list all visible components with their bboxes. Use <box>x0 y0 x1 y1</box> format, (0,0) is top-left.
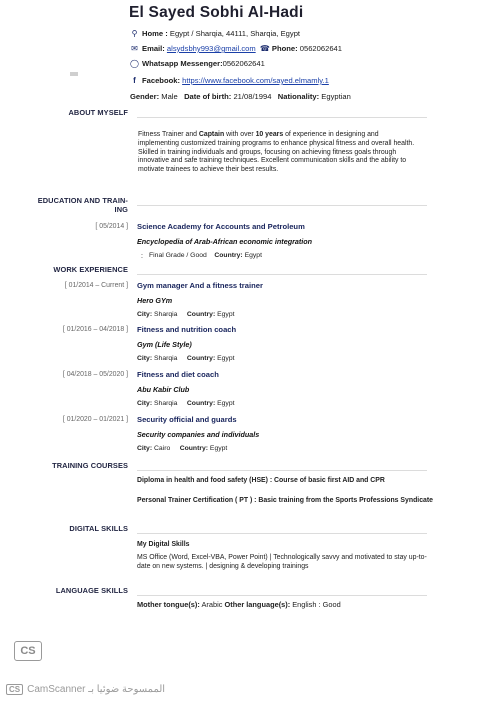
section-divider <box>137 470 427 471</box>
facebook-line <box>130 76 329 86</box>
job-date: [ 04/2018 – 05/2020 ] <box>62 371 128 378</box>
job-location: City: Sharqia Country: Egypt <box>137 311 235 318</box>
section-divider <box>137 117 427 118</box>
gender-value: Male <box>161 92 178 101</box>
job-title: Fitness and nutrition coach <box>137 325 237 334</box>
dob-value: 21/08/1994 <box>233 92 272 101</box>
about-text: Fitness Trainer and Captain with over 10 years of experience in designing and implementing customized training programs to enhance physical fitness and overall health. Skilled in training individuals and groups, focusing on achieving fitness goals through innovative and safe training techniques. Excellent communication skills and the ability to motivate trainees to achieve their best results. <box>138 131 415 174</box>
whatsapp-icon: ◯ <box>130 59 139 68</box>
training-course: Diploma in health and food safety (HSE) : Course of basic first AID and CPR <box>137 477 385 484</box>
personal-info-line <box>130 92 351 102</box>
section-divider <box>137 595 427 596</box>
email-phone-line <box>130 44 342 54</box>
facebook-icon: f <box>133 76 136 85</box>
job-title: Gym manager And a fitness trainer <box>137 281 263 290</box>
email-link[interactable]: alsydsbhy993@gmail.com <box>166 44 256 53</box>
section-divider <box>137 533 427 534</box>
job-date: [ 01/2016 – 04/2018 ] <box>62 326 128 333</box>
dob-label: Date of birth: <box>184 92 232 101</box>
nationality-label: Nationality: <box>277 92 320 101</box>
work-section-title: WORK EXPERIENCE <box>53 265 128 274</box>
job-organization: Abu Kabir Club <box>137 385 190 394</box>
location-pin-icon: ⚲ <box>131 29 138 38</box>
job-date: [ 01/2014 – Current ] <box>64 282 128 289</box>
home-value: Egypt / Sharqia, 44111, Sharqia, Egypt <box>169 29 301 38</box>
nationality-value: Egyptian <box>321 92 351 101</box>
education-program: Encyclopedia of Arab-African economic integration <box>137 237 313 246</box>
job-title: Security official and guards <box>137 415 237 424</box>
whatsapp-value: 0562062641 <box>222 59 265 68</box>
camscanner-badge-icon: CS <box>6 684 23 695</box>
bullet-dot: : <box>141 253 143 260</box>
job-organization: Gym (Life Style) <box>137 340 192 349</box>
job-date: [ 01/2020 – 01/2021 ] <box>62 416 128 423</box>
job-title: Fitness and diet coach <box>137 370 219 379</box>
training-section-title: TRAINING COURSES <box>52 461 128 470</box>
job-organization: Security companies and individuals <box>137 430 260 439</box>
section-divider <box>137 274 427 275</box>
camscanner-logo: CS <box>14 641 42 661</box>
section-divider <box>137 205 427 206</box>
job-location: City: Cairo Country: Egypt <box>137 445 228 452</box>
camscanner-watermark: CS CamScanner الممسوحة ضوئيا بـ <box>6 684 165 695</box>
about-section-title: ABOUT MYSELF <box>68 108 128 117</box>
phone-icon: ☎ <box>259 44 270 53</box>
gender-label: Gender: <box>130 92 160 101</box>
job-location: City: Sharqia Country: Egypt <box>137 355 235 362</box>
phone-label: Phone: <box>271 44 298 53</box>
photo-placeholder <box>70 72 78 76</box>
education-institution: Science Academy for Accounts and Petroleum <box>137 222 305 231</box>
job-location: City: Sharqia Country: Egypt <box>137 400 235 407</box>
whatsapp-label: Whatsapp Messenger: <box>142 59 223 68</box>
digital-subtitle: My Digital Skills <box>137 541 190 548</box>
digital-skills-text: MS Office (Word, Excel-VBA, Power Point) | Technologically savvy and motivated to stay up-to-date on new systems. | designing & developing trainings <box>137 554 427 570</box>
education-grade-line: Final Grade / Good Country: Egypt <box>149 252 262 259</box>
phone-value: 0562062641 <box>299 44 342 53</box>
home-line <box>130 29 300 39</box>
digital-section-title: DIGITAL SKILLS <box>69 524 128 533</box>
training-course: Personal Trainer Certification ( PT ) : Basic training from the Sports Professions Syndicate <box>137 497 433 504</box>
email-label: Email: <box>142 44 165 53</box>
education-section-title: EDUCATION AND TRAIN- ING <box>37 196 128 214</box>
language-section-title: LANGUAGE SKILLS <box>55 586 128 595</box>
facebook-label: Facebook: <box>142 76 180 85</box>
language-line: Mother tongue(s): Arabic Other language(s): English : Good <box>137 600 341 609</box>
candidate-name: El Sayed Sobhi Al-Hadi <box>129 4 304 21</box>
facebook-link[interactable]: https://www.facebook.com/sayed.elmamly.1 <box>182 76 329 85</box>
email-icon: ✉ <box>131 44 138 53</box>
whatsapp-line <box>130 59 265 69</box>
home-label: Home : <box>142 29 168 38</box>
job-organization: Hero GYm <box>137 296 173 305</box>
education-date: [ 05/2014 ] <box>95 223 128 230</box>
